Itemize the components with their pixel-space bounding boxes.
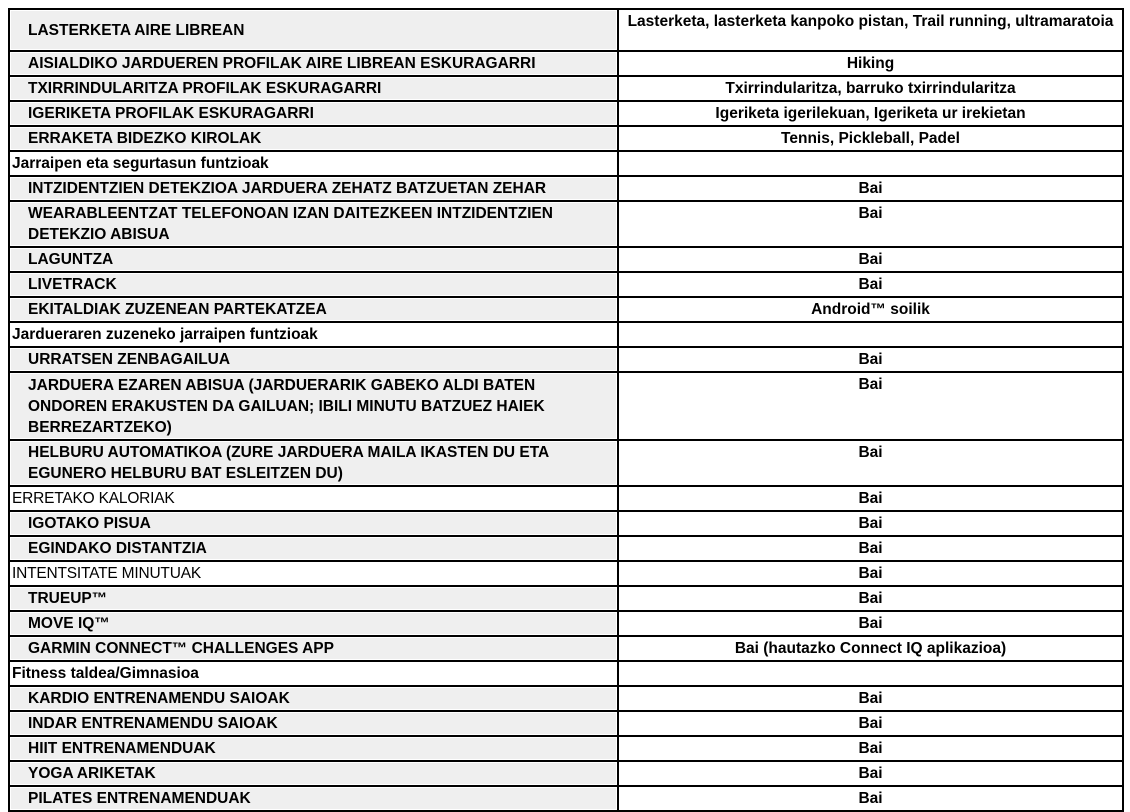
feature-value-cell: Bai — [618, 347, 1123, 372]
feature-name-cell: EKITALDIAK ZUZENEAN PARTEKATZEA — [9, 297, 618, 322]
feature-name-cell: LIVETRACK — [9, 272, 618, 297]
feature-name-cell: TXIRRINDULARITZA PROFILAK ESKURAGARRI — [9, 76, 618, 101]
section-empty-cell — [618, 322, 1123, 347]
table-row — [9, 372, 1123, 440]
table-row — [9, 76, 1123, 101]
section-empty-cell — [618, 151, 1123, 176]
table-row — [9, 486, 1123, 511]
feature-name-cell: GARMIN CONNECT™ CHALLENGES APP — [9, 636, 618, 661]
feature-value-cell: Bai — [618, 536, 1123, 561]
section-empty-cell — [618, 661, 1123, 686]
table-row — [9, 126, 1123, 151]
table-row — [9, 9, 1123, 51]
feature-name-cell: EGINDAKO DISTANTZIA — [9, 536, 618, 561]
features-table — [8, 8, 1124, 812]
feature-value-cell: Android™ soilik — [618, 297, 1123, 322]
feature-value-cell: Bai — [618, 711, 1123, 736]
feature-name-cell: IGOTAKO PISUA — [9, 511, 618, 536]
feature-value-cell: Bai — [618, 786, 1123, 811]
feature-name-cell: AISIALDIKO JARDUEREN PROFILAK AIRE LIBREAN ESKURAGARRI — [9, 51, 618, 76]
feature-value-cell: Bai — [618, 372, 1123, 440]
table-row — [9, 347, 1123, 372]
feature-value-cell: Bai — [618, 440, 1123, 486]
feature-name-cell: TRUEUP™ — [9, 586, 618, 611]
feature-name-cell: INTENTSITATE MINUTUAK — [9, 561, 618, 586]
feature-name-cell: ERRAKETA BIDEZKO KIROLAK — [9, 126, 618, 151]
feature-value-cell: Bai — [618, 736, 1123, 761]
feature-value-cell: Bai — [618, 586, 1123, 611]
feature-value-cell: Bai — [618, 247, 1123, 272]
table-row — [9, 586, 1123, 611]
table-row — [9, 736, 1123, 761]
feature-name-cell: HELBURU AUTOMATIKOA (ZURE JARDUERA MAILA IKASTEN DU ETA EGUNERO HELBURU BAT ESLEITZEN DU) — [9, 440, 618, 486]
table-row — [9, 711, 1123, 736]
feature-name-cell: MOVE IQ™ — [9, 611, 618, 636]
table-row — [9, 561, 1123, 586]
features-table-body — [9, 9, 1123, 811]
feature-value-cell: Bai — [618, 272, 1123, 297]
feature-name-cell: ERRETAKO KALORIAK — [9, 486, 618, 511]
feature-name-cell: INDAR ENTRENAMENDU SAIOAK — [9, 711, 618, 736]
feature-name-cell: IGERIKETA PROFILAK ESKURAGARRI — [9, 101, 618, 126]
feature-name-cell: JARDUERA EZAREN ABISUA (JARDUERARIK GABEKO ALDI BATEN ONDOREN ERAKUSTEN DA GAILUAN; IBILI MINUTU BATZUEZ HAIEK BERREZARTZEKO) — [9, 372, 618, 440]
table-row — [9, 636, 1123, 661]
feature-name-cell: KARDIO ENTRENAMENDU SAIOAK — [9, 686, 618, 711]
table-row — [9, 440, 1123, 486]
table-row — [9, 51, 1123, 76]
table-row — [9, 247, 1123, 272]
table-row — [9, 511, 1123, 536]
feature-value-cell: Bai (hautazko Connect IQ aplikazioa) — [618, 636, 1123, 661]
table-row — [9, 201, 1123, 247]
feature-value-cell: Bai — [618, 511, 1123, 536]
feature-name-cell: PILATES ENTRENAMENDUAK — [9, 786, 618, 811]
feature-value-cell: Bai — [618, 686, 1123, 711]
section-row — [9, 151, 1123, 176]
feature-value-cell: Igeriketa igerilekuan, Igeriketa ur irekietan — [618, 101, 1123, 126]
table-row — [9, 297, 1123, 322]
table-row — [9, 272, 1123, 297]
feature-value-cell: Bai — [618, 486, 1123, 511]
feature-name-cell: URRATSEN ZENBAGAILUA — [9, 347, 618, 372]
section-label-cell: Fitness taldea/Gimnasioa — [9, 661, 618, 686]
table-row — [9, 686, 1123, 711]
feature-value-cell: Bai — [618, 176, 1123, 201]
table-row — [9, 761, 1123, 786]
section-row — [9, 661, 1123, 686]
feature-value-cell: Hiking — [618, 51, 1123, 76]
feature-name-cell: LASTERKETA AIRE LIBREAN — [9, 9, 618, 51]
feature-value-cell: Bai — [618, 761, 1123, 786]
feature-name-cell: YOGA ARIKETAK — [9, 761, 618, 786]
section-row — [9, 322, 1123, 347]
feature-value-cell: Tennis, Pickleball, Padel — [618, 126, 1123, 151]
feature-name-cell: WEARABLEENTZAT TELEFONOAN IZAN DAITEZKEEN INTZIDENTZIEN DETEKZIO ABISUA — [9, 201, 618, 247]
section-label-cell: Jardueraren zuzeneko jarraipen funtzioak — [9, 322, 618, 347]
section-label-cell: Jarraipen eta segurtasun funtzioak — [9, 151, 618, 176]
table-row — [9, 536, 1123, 561]
feature-value-cell: Bai — [618, 611, 1123, 636]
feature-name-cell: INTZIDENTZIEN DETEKZIOA JARDUERA ZEHATZ BATZUETAN ZEHAR — [9, 176, 618, 201]
table-row — [9, 176, 1123, 201]
feature-value-cell: Txirrindularitza, barruko txirrindularitza — [618, 76, 1123, 101]
feature-value-cell: Lasterketa, lasterketa kanpoko pistan, Trail running, ultramaratoia — [618, 9, 1123, 51]
feature-value-cell: Bai — [618, 561, 1123, 586]
table-row — [9, 786, 1123, 811]
feature-name-cell: HIIT ENTRENAMENDUAK — [9, 736, 618, 761]
table-row — [9, 101, 1123, 126]
table-row — [9, 611, 1123, 636]
feature-name-cell: LAGUNTZA — [9, 247, 618, 272]
feature-value-cell: Bai — [618, 201, 1123, 247]
